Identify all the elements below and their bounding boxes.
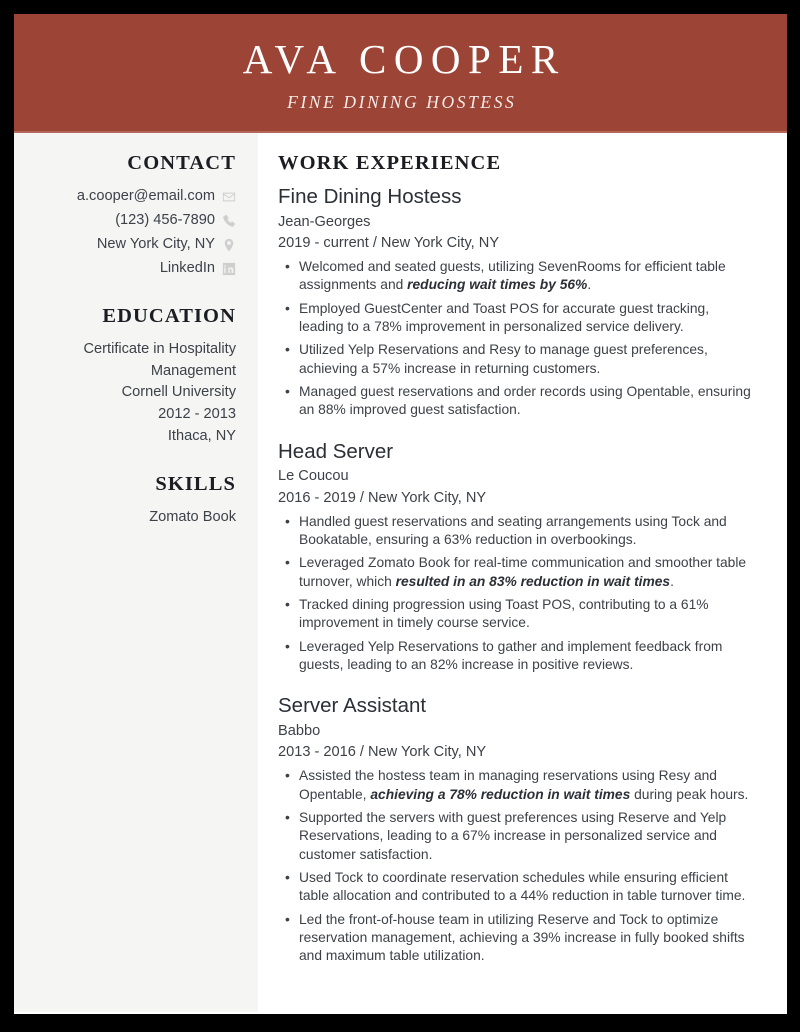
bullet-text: Managed guest reservations and order records using Opentable, ensuring an 88% improved guest satisfaction.	[299, 384, 751, 418]
education-heading: EDUCATION	[102, 304, 236, 327]
skills-heading: SKILLS	[155, 473, 236, 496]
job-bullet	[278, 341, 757, 378]
bullet-text: Used Tock to coordinate reservation schedules while ensuring efficient table allocation and contributed to a 44% reduction in table turnover time.	[299, 870, 746, 904]
education-line: 2012 - 2013	[158, 406, 236, 423]
bullet-text: Led the front-of-house team in utilizing Reserve and Tock to optimize reservation management, achieving a 39% increase in fully booked shifts and maximum table utilization.	[299, 911, 745, 964]
job-meta-separator: /	[359, 744, 364, 761]
education-line: Cornell University	[121, 384, 236, 401]
job-title: Head Server	[278, 439, 394, 463]
job-bullet	[278, 596, 757, 633]
contact-item-text: (123) 456-7890	[115, 212, 215, 229]
contact-item-text: a.cooper@email.com	[76, 188, 215, 204]
job-meta	[278, 488, 757, 509]
sidebar	[14, 133, 258, 1012]
contact-item	[26, 234, 236, 255]
education-section	[26, 305, 236, 448]
job-bullet	[278, 638, 757, 675]
bullet-text: Employed GuestCenter and Toast POS for accurate guest tracking, leading to a 78% improvement in personalized service delivery.	[299, 300, 710, 334]
bullet-text: .	[587, 277, 592, 293]
job-bullet-list	[278, 258, 757, 420]
job-bullet-list	[278, 767, 757, 965]
job-bullet	[278, 513, 757, 550]
bullet-highlight: resulted in an 83% reduction in wait times	[395, 573, 671, 589]
job-dates: 2013 - 2016	[278, 744, 356, 761]
bullet-text: Assisted the hostess team in managing reservations using Resy and Opentable,	[299, 768, 717, 802]
contact-item	[26, 186, 236, 207]
job-list	[278, 184, 757, 966]
job-meta-separator: /	[359, 489, 364, 506]
job-bullet	[278, 554, 757, 591]
contact-list	[26, 186, 236, 280]
job-dates: 2019 - current	[278, 234, 369, 251]
bullet-text: Utilized Yelp Reservations and Resy to manage guest preferences, achieving a 57% increase in returning customers.	[299, 342, 708, 376]
job-meta-separator: /	[372, 234, 377, 251]
job-location: New York City, NY	[367, 489, 487, 506]
education-line: Ithaca, NY	[167, 428, 236, 445]
resume-header	[14, 14, 787, 133]
bullet-text: Welcomed and seated guests, utilizing SevenRooms for efficient table assignments and	[299, 258, 726, 293]
job-location: New York City, NY	[367, 744, 487, 761]
contact-heading: CONTACT	[127, 152, 236, 174]
job-meta	[278, 233, 757, 254]
bullet-text: Handled guest reservations and seating arrangements using Tock and Bookatable, ensuring a 63% reduction in overbookings.	[299, 513, 727, 547]
job-entry	[278, 184, 757, 420]
skills-section	[26, 473, 236, 529]
bullet-text: Tracked dining progression using Toast POS, contributing to a 61% improvement in timely course service.	[299, 597, 709, 631]
job-bullet	[278, 300, 757, 337]
contact-item	[26, 210, 236, 231]
phone-icon	[222, 214, 236, 228]
resume-page	[14, 14, 787, 1014]
candidate-name: AVA COOPER	[242, 35, 566, 82]
work-experience-heading: WORK EXPERIENCE	[278, 152, 502, 174]
job-title: Fine Dining Hostess	[278, 185, 462, 208]
contact-section	[26, 152, 236, 280]
job-company: Le Coucou	[278, 468, 349, 485]
job-title: Server Assistant	[278, 694, 427, 718]
skills-line: Zomato Book	[149, 509, 236, 526]
bullet-text: during peak hours.	[630, 786, 749, 802]
contact-item-text[interactable]: LinkedIn	[159, 260, 215, 277]
location-pin-icon	[222, 238, 236, 252]
skills-lines	[26, 507, 236, 529]
candidate-title: FINE DINING HOSTESS	[287, 92, 517, 113]
job-company: Babbo	[278, 723, 321, 740]
main-column	[258, 133, 787, 1012]
job-bullet	[278, 809, 757, 864]
resume-body	[14, 133, 787, 1012]
envelope-icon	[222, 190, 236, 204]
job-dates: 2016 - 2019	[278, 489, 356, 506]
job-bullet	[278, 869, 757, 906]
bullet-highlight: reducing wait times by 56%	[407, 277, 588, 293]
job-meta	[278, 742, 757, 763]
job-bullet	[278, 258, 757, 295]
job-location: New York City, NY	[380, 234, 500, 251]
job-bullet-list	[278, 513, 757, 675]
bullet-text: Supported the servers with guest preferences using Reserve and Yelp Reservations, leading to a 67% increase in personalized service and customer satisfaction.	[299, 810, 727, 862]
bullet-text: .	[670, 573, 674, 589]
bullet-text: Leveraged Zomato Book for real-time communication and smoother table turnover, which	[299, 555, 747, 589]
job-company: Jean-Georges	[278, 213, 371, 230]
job-bullet	[278, 911, 757, 966]
education-lines	[26, 339, 236, 448]
job-bullet	[278, 767, 757, 804]
job-bullet	[278, 383, 757, 420]
linkedin-icon	[222, 262, 236, 276]
contact-item[interactable]	[26, 258, 236, 279]
bullet-highlight: achieving a 78% reduction in wait times	[370, 786, 631, 802]
bullet-text: Leveraged Yelp Reservations to gather and implement feedback from guests, leading to an 82% increase in positive reviews.	[299, 638, 723, 673]
education-line: Certificate in Hospitality Management	[83, 340, 236, 379]
contact-item-text: New York City, NY	[96, 236, 215, 253]
job-entry	[278, 439, 757, 675]
job-entry	[278, 693, 757, 965]
